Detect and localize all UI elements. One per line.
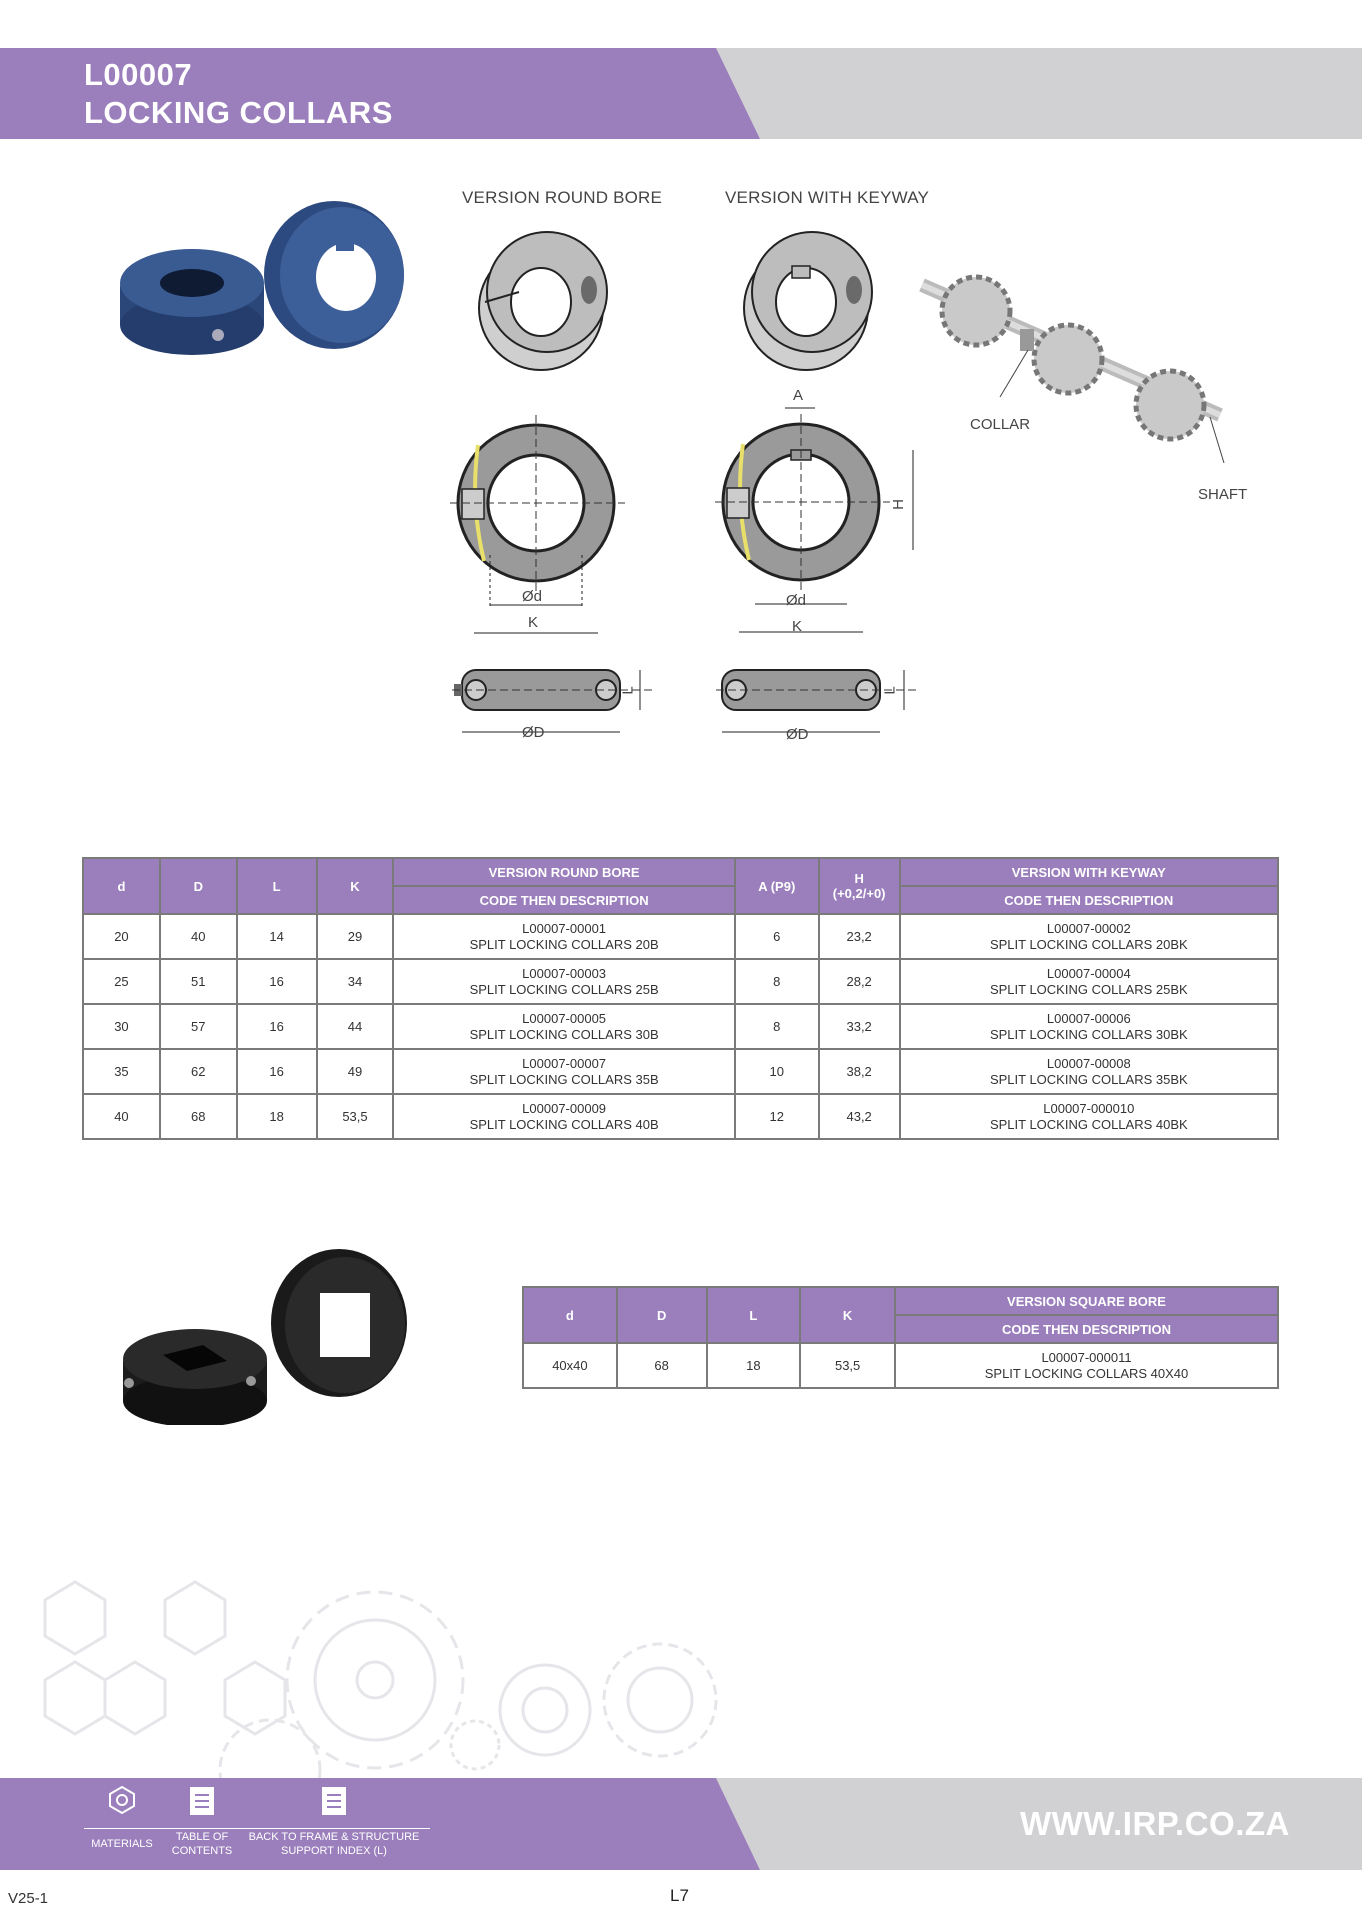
cell-d: 40x40 [523,1343,617,1388]
dim-d-keyway: Ød [786,592,807,609]
caption-with-keyway: VERSION WITH KEYWAY [725,188,930,207]
cell-A: 12 [735,1094,819,1139]
cell-keyway-code-desc: L00007-00006 SPLIT LOCKING COLLARS 30BK [900,1004,1278,1049]
cell-round-code-desc: L00007-00007 SPLIT LOCKING COLLARS 35B [393,1049,734,1094]
col-header-version-square: VERSION SQUARE BORE [895,1287,1278,1315]
col-header-D: D [617,1287,707,1343]
col-header-H: H (+0,2/+0) [819,858,900,914]
dim-L-keyway: L [881,686,899,695]
page-title: LOCKING COLLARS [84,95,393,130]
cell-H: 38,2 [819,1049,900,1094]
back-label-line1: BACK TO FRAME & STRUCTURE [248,1831,420,1843]
dim-D-round: ØD [522,724,545,741]
round-bore-front-view [450,415,625,640]
cell-A: 8 [735,959,819,1004]
cell-K: 29 [317,914,394,959]
cell-d: 30 [83,1004,160,1049]
materials-icon [107,1785,137,1815]
col-header-code-desc-keyway: CODE THEN DESCRIPTION [900,886,1278,914]
cell-keyway-code-desc: L00007-00002 SPLIT LOCKING COLLARS 20BK [900,914,1278,959]
square-bore-table [522,1286,1279,1389]
cell-K: 44 [317,1004,394,1049]
col-header-L: L [707,1287,801,1343]
cell-square-code-desc: L00007-000011 SPLIT LOCKING COLLARS 40X40 [895,1343,1278,1388]
col-header-version-keyway: VERSION WITH KEYWAY [900,858,1278,886]
table-of-contents-button[interactable] [166,1785,238,1858]
cell-D: 68 [617,1343,707,1388]
materials-button[interactable] [86,1785,158,1851]
dim-L-round: L [619,686,637,695]
col-header-K: K [800,1287,895,1343]
col-header-K: K [317,858,394,914]
cell-keyway-code-desc: L00007-00004 SPLIT LOCKING COLLARS 25BK [900,959,1278,1004]
table-row [83,1094,1278,1139]
cell-keyway-code-desc: L00007-00008 SPLIT LOCKING COLLARS 35BK [900,1049,1278,1094]
cell-H: 43,2 [819,1094,900,1139]
cell-D: 62 [160,1049,237,1094]
version-label: V25-1 [8,1890,49,1907]
document-icon [320,1785,348,1817]
col-header-version-round: VERSION ROUND BORE [393,858,734,886]
dim-d-round: Ød [522,588,543,605]
cell-d: 20 [83,914,160,959]
cell-K: 53,5 [317,1094,394,1139]
cell-D: 68 [160,1094,237,1139]
toc-label-line1: TABLE OF [175,1831,229,1843]
cell-H: 23,2 [819,914,900,959]
caption-round-bore: VERSION ROUND BORE [462,188,663,207]
table-row [83,914,1278,959]
round-bore-3d-drawing [475,222,615,377]
cell-K: 53,5 [800,1343,895,1388]
cell-K: 34 [317,959,394,1004]
cell-D: 51 [160,959,237,1004]
cell-H: 33,2 [819,1004,900,1049]
shaft-assembly-drawing [910,265,1230,495]
cell-d: 25 [83,959,160,1004]
table-row [523,1343,1278,1388]
keyway-3d-drawing [740,222,880,377]
cell-keyway-code-desc: L00007-000010 SPLIT LOCKING COLLARS 40BK [900,1094,1278,1139]
cell-A: 6 [735,914,819,959]
keyway-side-view [716,662,916,742]
page-number: L7 [670,1886,689,1905]
collars-spec-table [82,857,1279,1140]
table-row [83,1049,1278,1094]
cell-L: 16 [237,1049,317,1094]
col-header-L: L [237,858,317,914]
toc-label-line2: CONTENTS [171,1845,233,1857]
col-header-code-desc-square: CODE THEN DESCRIPTION [895,1315,1278,1343]
dim-a: A [793,387,804,404]
cell-L: 14 [237,914,317,959]
round-bore-side-view [452,662,652,742]
black-collars-photo [115,1245,420,1425]
document-icon [188,1785,216,1817]
table-row [83,959,1278,1004]
cell-round-code-desc: L00007-00003 SPLIT LOCKING COLLARS 25B [393,959,734,1004]
dim-D-keyway: ØD [786,726,809,743]
cell-A: 8 [735,1004,819,1049]
cell-L: 16 [237,959,317,1004]
table-row [83,1004,1278,1049]
back-label-line2: SUPPORT INDEX (L) [281,1845,387,1857]
cell-K: 49 [317,1049,394,1094]
cell-d: 40 [83,1094,160,1139]
col-header-d: d [83,858,160,914]
cell-L: 16 [237,1004,317,1049]
materials-label: MATERIALS [91,1838,153,1850]
col-header-code-desc-round: CODE THEN DESCRIPTION [393,886,734,914]
label-collar: COLLAR [970,416,1031,433]
cell-D: 40 [160,914,237,959]
cell-A: 10 [735,1049,819,1094]
product-code: L00007 [84,57,193,92]
blue-collars-photo [110,195,420,375]
cell-round-code-desc: L00007-00009 SPLIT LOCKING COLLARS 40B [393,1094,734,1139]
cell-d: 35 [83,1049,160,1094]
cell-round-code-desc: L00007-00001 SPLIT LOCKING COLLARS 20B [393,914,734,959]
keyway-front-view [715,398,920,638]
cell-L: 18 [237,1094,317,1139]
website-link[interactable]: WWW.IRP.CO.ZA [1020,1805,1290,1842]
col-header-d: d [523,1287,617,1343]
col-header-D: D [160,858,237,914]
dim-k-keyway: K [792,618,803,635]
back-to-index-button[interactable] [246,1785,422,1858]
cell-H: 28,2 [819,959,900,1004]
col-header-A: A (P9) [735,858,819,914]
cell-L: 18 [707,1343,801,1388]
cell-round-code-desc: L00007-00005 SPLIT LOCKING COLLARS 30B [393,1004,734,1049]
label-shaft: SHAFT [1198,486,1248,503]
cell-D: 57 [160,1004,237,1049]
dim-k-round: K [528,614,539,631]
dim-h: H [889,499,907,510]
